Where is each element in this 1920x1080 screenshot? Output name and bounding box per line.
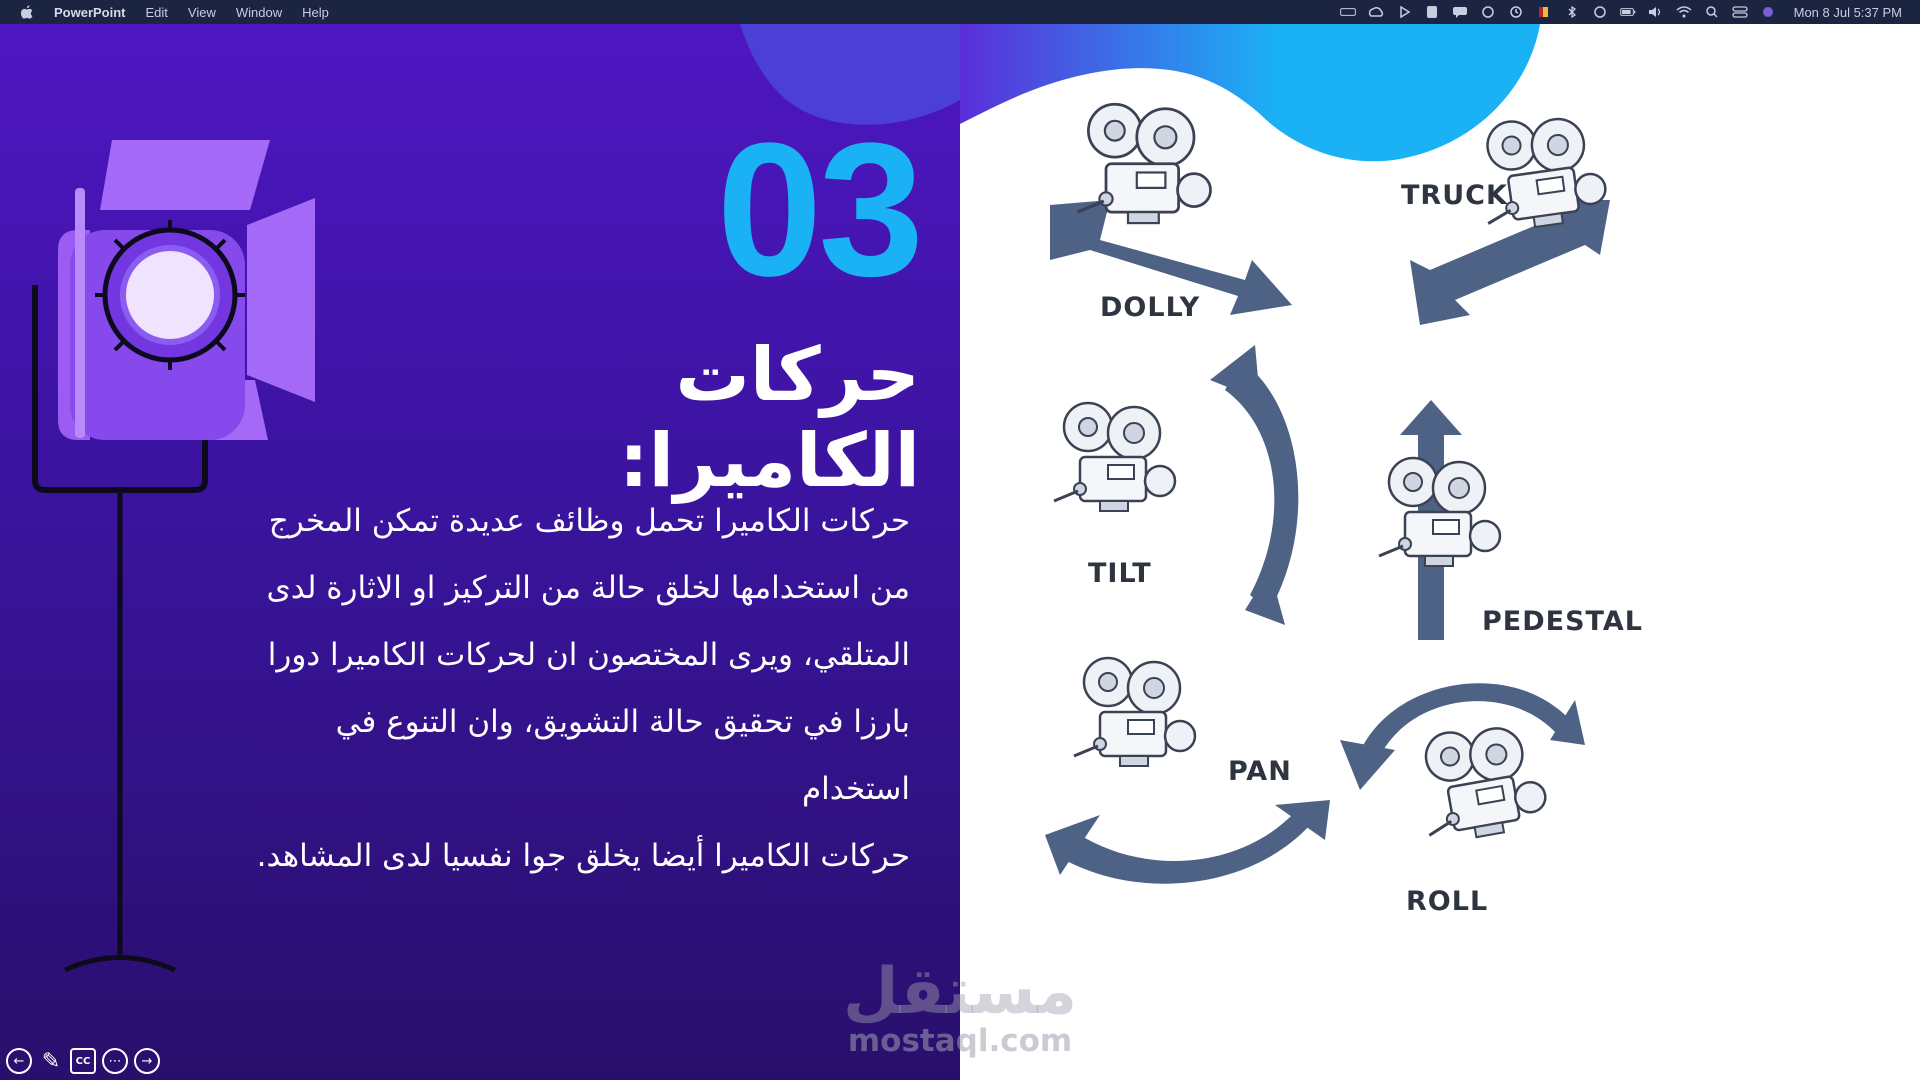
more-icon[interactable]: ⋯ [102, 1048, 128, 1074]
creative-cloud-icon[interactable] [1368, 6, 1384, 18]
info-icon[interactable] [1592, 6, 1608, 18]
play-icon[interactable] [1396, 6, 1412, 18]
label-pan: PAN [1228, 756, 1292, 787]
menu-bar [0, 0, 1920, 24]
watermark-arabic: مستقل [843, 955, 1078, 1029]
watermark-latin: mostaql.com [847, 1023, 1073, 1059]
previous-icon[interactable]: ← [6, 1048, 32, 1074]
time-machine-icon[interactable] [1508, 6, 1524, 18]
watermark [843, 955, 1078, 1059]
menu-view[interactable]: View [187, 4, 216, 20]
body-line: من استخدامها لخلق حالة من التركيز او الاثارة لدى [266, 570, 910, 606]
menu-help[interactable]: Help [302, 4, 329, 20]
siri-icon[interactable] [1760, 6, 1776, 18]
camera-movements-diagram [1020, 100, 1700, 960]
control-center-icon[interactable] [1732, 6, 1748, 18]
captions-icon[interactable]: CC [70, 1048, 96, 1074]
label-pedestal: PEDESTAL [1482, 606, 1643, 637]
label-dolly: DOLLY [1100, 292, 1201, 323]
slideshow-controls [6, 1048, 160, 1074]
status-area [1340, 0, 1902, 24]
apple-icon[interactable] [20, 5, 34, 19]
label-tilt: TILT [1088, 558, 1152, 589]
body-line: حركات الكاميرا تحمل وظائف عديدة تمكن المخرج [268, 503, 910, 539]
pen-icon[interactable]: ✎ [41, 1048, 61, 1074]
alert-icon[interactable] [1424, 6, 1440, 18]
app-name-menu[interactable]: PowerPoint [54, 4, 126, 20]
bluetooth-icon[interactable] [1564, 6, 1580, 18]
chat-icon[interactable] [1452, 6, 1468, 18]
battery-icon[interactable] [1620, 6, 1636, 18]
body-line: المتلقي، ويرى المختصون ان لحركات الكاميرا دورا [267, 637, 910, 673]
slide-body [230, 488, 910, 890]
drive-icon[interactable] [1340, 6, 1356, 18]
label-truck: TRUCK [1401, 180, 1508, 211]
wifi-icon[interactable] [1676, 6, 1692, 18]
media-icon[interactable] [1480, 6, 1496, 18]
menu-edit[interactable]: Edit [145, 4, 168, 20]
next-icon[interactable]: → [134, 1048, 160, 1074]
spotlight-search-icon[interactable] [1704, 6, 1720, 18]
body-line: بارزا في تحقيق حالة التشويق، وان التنوع في استخدام [335, 704, 910, 807]
volume-icon[interactable] [1648, 6, 1664, 18]
menu-window[interactable]: Window [235, 4, 283, 20]
body-line: حركات الكاميرا أيضا يخلق جوا نفسيا لدى المشاهد. [256, 838, 910, 874]
label-roll: ROLL [1406, 886, 1489, 917]
slide-title: حركات الكاميرا: [619, 332, 920, 504]
slide-number: 03 [716, 104, 920, 316]
menu-bar-clock[interactable]: Mon 8 Jul 5:37 PM [1793, 4, 1902, 20]
flag-icon[interactable] [1536, 6, 1552, 18]
